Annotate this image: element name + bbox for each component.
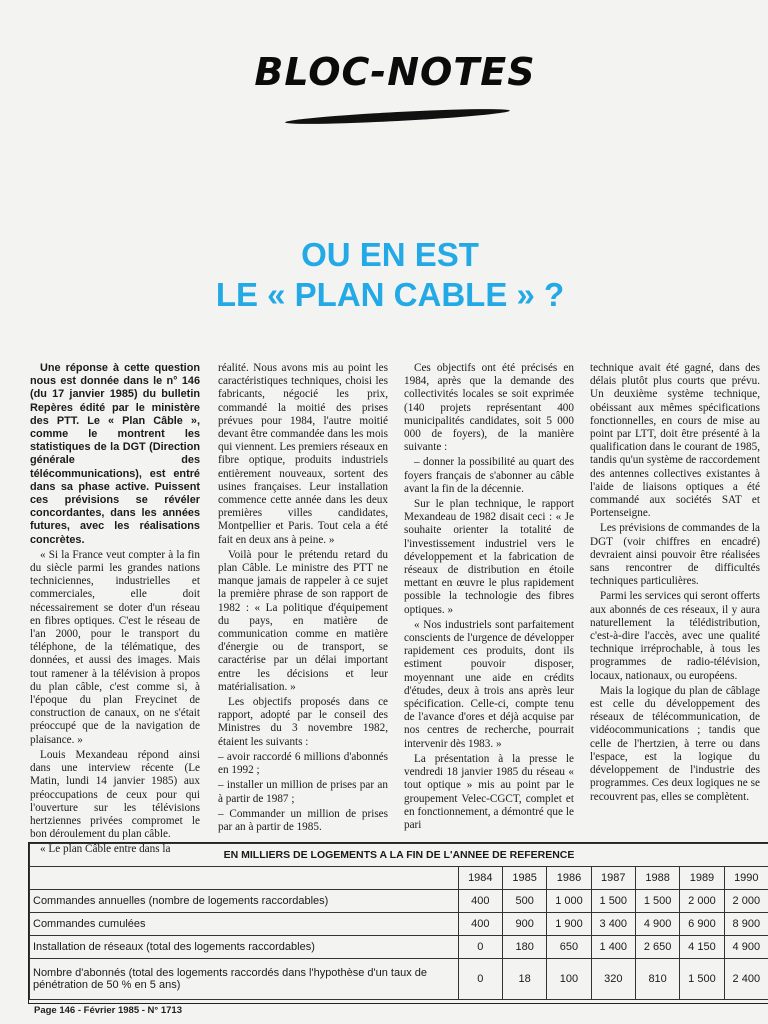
year-header: 1986 — [547, 867, 591, 890]
cell: 8 900 — [724, 913, 768, 936]
cell: 1 000 — [547, 890, 591, 913]
article-headline — [150, 235, 630, 315]
paragraph: réalité. Nous avons mis au point les caractéristiques techniques, choisi les fabricants, négocié les prix, commandé la moitié des prises prévues pour 1984, l'autre moitié devant être commandée dans les mois qui viennent. Les premiers réseaux en fibre optique, produits industriels entièrement nouveaux, sortent des usines françaises. Leur installation commence cette année dans les deux premières villes candidates, Montpellier et Paris. Tout cela a été fait en deux ans à peine. » — [218, 362, 388, 546]
cell: 3 400 — [591, 913, 635, 936]
paragraph: – donner la possibilité au quart des foyers français de s'abonner au câble avant la fin de la décennie. — [404, 456, 574, 495]
year-header: 1985 — [502, 867, 546, 890]
paragraph: « Si la France veut compter à la fin du siècle parmi les grandes nations techniciennes, industrielles et commerciales, elle doit nécessairement se doter d'un réseau en fibres optiques. C'est le réseau de l'an 2000, pour le transport du téléphone, de la télématique, des données, et aussi des images. Mais tout ramener à la télévision à propos du plan câble, c'est comme si, à l'époque du plan Freycinet de construction de canaux, on ne s'était préoccupé que de la navigation de plaisance. » — [30, 548, 200, 746]
cell: 810 — [635, 959, 679, 1000]
paragraph: Louis Mexandeau répond ainsi dans une interview récente (Le Matin, lundi 14 janvier 1985) aux préoccupations de ceux pour qui l'ouverture sur les télévisions hertziennes privées compromet le bon déroulement du plan câble. — [30, 748, 200, 841]
column-3 — [404, 362, 574, 834]
masthead-title: BLOC-NOTES — [254, 50, 536, 94]
list-item: – Commander un million de prises par an à partir de 1985. — [218, 807, 388, 833]
headline-line-1: OU EN EST — [301, 236, 479, 273]
row-label: Commandes cumulées — [30, 913, 459, 936]
table-corner — [30, 867, 459, 890]
cell: 1 500 — [591, 890, 635, 913]
row-label: Commandes annuelles (nombre de logements raccordables) — [30, 890, 459, 913]
headline-line-2: LE « PLAN CABLE » ? — [215, 276, 565, 313]
masthead-underline — [285, 106, 510, 127]
column-4 — [590, 362, 760, 806]
page-footer: Page 146 - Février 1985 - N° 1713 — [34, 1005, 182, 1016]
paragraph: Sur le plan technique, le rapport Mexandeau de 1982 disait ceci : « Je souhaite orienter la totalité de l'investissement industriel vers le développement et la fabrication de réseaux de distribution en étoile mettant en œuvre le plus rapidement possible la technologie des fibres optiques. » — [404, 498, 574, 616]
cell: 320 — [591, 959, 635, 1000]
year-header: 1990 — [724, 867, 768, 890]
statistics-table — [28, 842, 768, 1004]
list-item: – installer un million de prises par an à partir de 1987 ; — [218, 779, 388, 805]
cell: 4 900 — [635, 913, 679, 936]
list-item: – avoir raccordé 6 millions d'abonnés en 1992 ; — [218, 750, 388, 777]
paragraph: Parmi les services qui seront offerts aux abonnés de ces réseaux, il y aura naturellement la télédistribution, c'est-à-dire l'accès, avec une qualité technique irréprochable, à tous les programmes de radio-télévision, locaux, nationaux, ou européens. — [590, 590, 760, 682]
table-header-row — [30, 867, 768, 890]
table-title: EN MILLIERS DE LOGEMENTS A LA FIN DE L'ANNEE DE REFERENCE — [30, 844, 768, 867]
paragraph: Les objectifs proposés dans ce rapport, adopté par le conseil des Ministres du 3 novembre 1982, étaient les suivants : — [218, 696, 388, 748]
year-header: 1989 — [680, 867, 724, 890]
cell: 100 — [547, 959, 591, 1000]
data-table — [29, 843, 768, 1000]
cell: 18 — [502, 959, 546, 1000]
paragraph: Mais la logique du plan de câblage est celle du développement des réseaux de télécommunication, de vidéocommunications ; tandis que celle de l'hertzien, à terre ou dans l'espace, est la logique du développement de l'industrie des programmes. Ces deux logiques ne se recouvrent pas, elles se complètent. — [590, 684, 760, 803]
cell: 1 900 — [547, 913, 591, 936]
table-row — [30, 890, 768, 913]
lead-paragraph: Une réponse à cette question nous est donnée dans le n° 146 (du 17 janvier 1985) du bulletin Repères édité par le ministère des PTT. Le « Plan Câble », comme le montrent les statistiques de la DGT (Direction générale des télécommunications), est entré dans sa phase active. Puissent ces prévisions se révéler concordantes, dans les années futures, avec les réalisations concrètes. — [30, 362, 200, 546]
column-2 — [218, 362, 388, 836]
paragraph: Voilà pour le prétendu retard du plan Câble. Le ministre des PTT ne manque jamais de rappeler à ce sujet la première phrase de son rapport de 1982 : « La politique d'équipement du pays, en matière de communication comme en matière d'énergie ou de transport, se caractérise par un délai important entre les décisions et leur matérialisation. » — [218, 548, 388, 693]
paragraph: Les prévisions de commandes de la DGT (voir chiffres en encadré) devraient ainsi pouvoir être réalisées sans rencontrer de difficultés techniques particulières. — [590, 522, 760, 588]
row-label: Installation de réseaux (total des logements raccordables) — [30, 936, 459, 959]
cell: 0 — [458, 959, 502, 1000]
paragraph: La présentation à la presse le vendredi 18 janvier 1985 du réseau « tout optique » mis au point par le groupement Velec-CGCT, complet et en fonctionnement, a démontré que le pari — [404, 752, 574, 831]
cell: 400 — [458, 913, 502, 936]
cell: 2 400 — [724, 959, 768, 1000]
paragraph: « Nos industriels sont parfaitement conscients de l'urgence de développer rapidement ces produits, dont ils estiment pouvoir disposer, moyennant une aide en crédits d'études, deux à trois ans après leur spécification. Celle-ci, compte tenu de l'avance d'ores et déjà acquise par nos centres de recherche, pourrait intervenir dès 1983. » — [404, 618, 574, 750]
cell: 6 900 — [680, 913, 724, 936]
cell: 1 500 — [680, 959, 724, 1000]
table-row — [30, 936, 768, 959]
cell: 1 500 — [635, 890, 679, 913]
cell: 1 400 — [591, 936, 635, 959]
year-header: 1988 — [635, 867, 679, 890]
year-header: 1987 — [591, 867, 635, 890]
cell: 400 — [458, 890, 502, 913]
cell: 4 900 — [724, 936, 768, 959]
paragraph: « Le plan Câble entre dans la — [40, 843, 171, 856]
paragraph: Ces objectifs ont été précisés en 1984, après que la demande des collectivités locales se soit exprimée (140 projets représentant 400 municipalités candidates, soit 5 000 000 de foyers), de la manière suivante : — [404, 362, 574, 454]
row-label: Nombre d'abonnés (total des logements raccordés dans l'hypothèse d'un taux de pénétration de 50 % en 5 ans) — [30, 959, 459, 1000]
cell: 0 — [458, 936, 502, 959]
cell: 2 000 — [724, 890, 768, 913]
table-row — [30, 913, 768, 936]
cell: 2 000 — [680, 890, 724, 913]
year-header: 1984 — [458, 867, 502, 890]
column-1 — [30, 362, 200, 859]
cell: 4 150 — [680, 936, 724, 959]
cell: 650 — [547, 936, 591, 959]
cell: 500 — [502, 890, 546, 913]
cell: 900 — [502, 913, 546, 936]
cell: 180 — [502, 936, 546, 959]
table-row — [30, 959, 768, 1000]
cell: 2 650 — [635, 936, 679, 959]
paragraph: technique avait été gagné, dans des délais plutôt plus courts que prévu. Un deuxième système technique, obéissant aux mêmes spécifications fonctionnelles, en cours de mise au point par LTT, doit être présenté à la qualification dans le courant de 1985, tandis qu'un système de raccordement des antennes collectives existantes à l'aide de liaisons optiques a été commandé aux sociétés SAT et Portenseigne. — [590, 362, 760, 520]
